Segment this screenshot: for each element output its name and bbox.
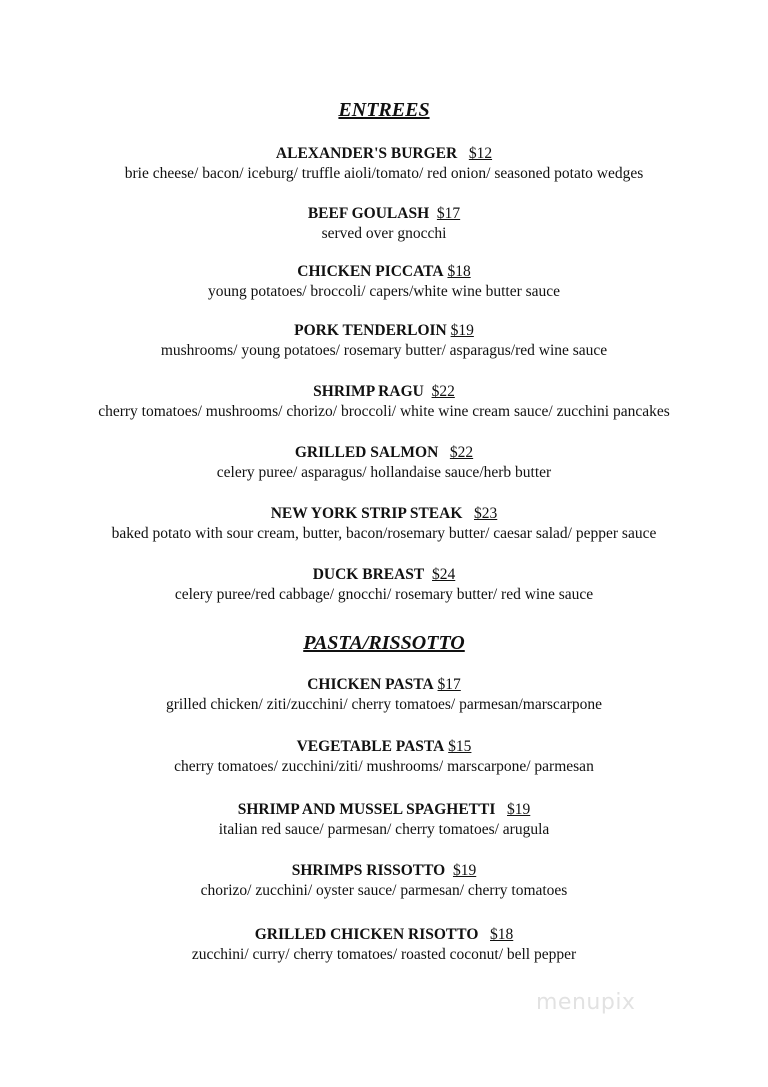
- item-price: $23: [474, 505, 498, 522]
- item-price: $12: [468, 145, 493, 162]
- menu-item-duck-breast: [0, 565, 768, 605]
- item-name: GRILLED SALMON: [294, 444, 439, 461]
- item-name: NEW YORK STRIP STEAK: [270, 505, 463, 522]
- item-price: $17: [436, 205, 461, 222]
- menu-item-new-york-strip-steak: [0, 504, 768, 544]
- item-price: $15: [448, 738, 472, 755]
- item-description: celery puree/ asparagus/ hollandaise sauce/herb butter: [216, 464, 552, 481]
- item-description: cherry tomatoes/ zucchini/ziti/ mushrooms/ marscarpone/ parmesan: [174, 758, 594, 775]
- item-description: mushrooms/ young potatoes/ rosemary butter/ asparagus/red wine sauce: [160, 342, 608, 359]
- item-name: BEEF GOULASH: [307, 205, 430, 222]
- item-description: brie cheese/ bacon/ iceburg/ truffle aioli/tomato/ red onion/ seasoned potato wedges: [124, 165, 644, 182]
- item-description: italian red sauce/ parmesan/ cherry tomatoes/ arugula: [218, 821, 550, 838]
- menu-item-pork-tenderloin: [0, 321, 768, 361]
- item-name: PORK TENDERLOIN: [294, 322, 447, 339]
- item-price: $24: [432, 566, 456, 583]
- menu-item-shrimp-and-mussel-spaghetti: [0, 800, 768, 840]
- watermark-logo: menupix: [536, 990, 636, 1015]
- item-description: celery puree/red cabbage/ gnocchi/ rosemary butter/ red wine sauce: [174, 586, 594, 603]
- item-description: grilled chicken/ ziti/zucchini/ cherry tomatoes/ parmesan/marscarpone: [166, 696, 602, 713]
- menu-item-alexanders-burger: [0, 144, 768, 184]
- item-description: chorizo/ zucchini/ oyster sauce/ parmesan/ cherry tomatoes: [200, 882, 568, 899]
- item-price: $18: [490, 926, 514, 943]
- item-name: SHRIMPS RISSOTTO: [291, 862, 446, 879]
- item-price: $18: [447, 263, 471, 280]
- menu-item-vegetable-pasta: [0, 737, 768, 777]
- item-name: GRILLED CHICKEN RISOTTO: [254, 926, 479, 943]
- section-heading-pasta-rissotto: PASTA/RISSOTTO: [303, 632, 465, 654]
- menu-item-shrimp-ragu: [0, 382, 768, 422]
- menu-item-beef-goulash: [0, 204, 768, 244]
- item-name: CHICKEN PICCATA: [297, 263, 444, 280]
- item-description: zucchini/ curry/ cherry tomatoes/ roasted coconut/ bell pepper: [191, 946, 577, 963]
- item-name: CHICKEN PASTA: [307, 676, 434, 693]
- item-price: $19: [450, 322, 474, 339]
- item-price: $17: [437, 676, 461, 693]
- menu-item-shrimps-rissotto: [0, 861, 768, 901]
- item-price: $22: [449, 444, 474, 461]
- item-description: served over gnocchi: [321, 225, 447, 242]
- menu-item-chicken-piccata: [0, 262, 768, 302]
- menu-item-grilled-salmon: [0, 443, 768, 483]
- item-name: SHRIMP RAGU: [313, 383, 424, 400]
- item-price: $19: [507, 801, 531, 818]
- item-name: ALEXANDER'S BURGER: [275, 145, 458, 162]
- item-price: $19: [452, 862, 477, 879]
- item-name: SHRIMP AND MUSSEL SPAGHETTI: [237, 801, 496, 818]
- menu-item-grilled-chicken-risotto: [0, 925, 768, 965]
- item-description: cherry tomatoes/ mushrooms/ chorizo/ broccoli/ white wine cream sauce/ zucchini pancakes: [98, 403, 670, 420]
- menu-item-chicken-pasta: [0, 675, 768, 715]
- item-description: baked potato with sour cream, butter, bacon/rosemary butter/ caesar salad/ pepper sauce: [111, 525, 657, 542]
- item-name: DUCK BREAST: [312, 566, 425, 583]
- item-price: $22: [431, 383, 455, 400]
- section-heading-entrees: ENTREES: [338, 99, 430, 121]
- item-name: VEGETABLE PASTA: [296, 738, 445, 755]
- item-description: young potatoes/ broccoli/ capers/white wine butter sauce: [207, 283, 561, 300]
